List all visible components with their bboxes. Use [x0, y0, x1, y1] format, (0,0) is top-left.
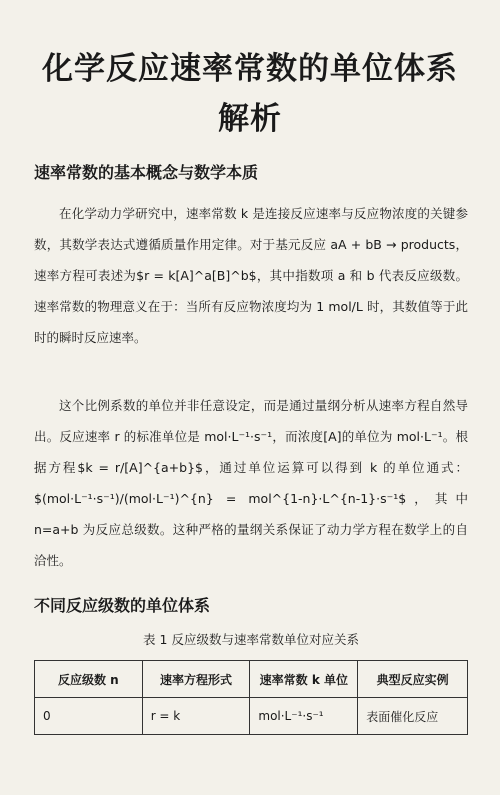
document-title: [20, 44, 480, 144]
title-line-2: 解析: [218, 101, 282, 137]
cell-example: 表面催化反应: [358, 698, 468, 735]
cell-k-unit: mol·L⁻¹·s⁻¹: [250, 698, 358, 735]
section-heading-basic-concepts: 速率常数的基本概念与数学本质: [34, 163, 259, 182]
section-heading-unit-systems: 不同反应级数的单位体系: [34, 596, 211, 615]
header-example: 典型反应实例: [358, 661, 468, 698]
order-unit-table: [34, 660, 468, 735]
table-header-row: [35, 661, 468, 698]
header-order: 反应级数 n: [35, 661, 143, 698]
cell-rate-equation: r = k: [142, 698, 250, 735]
table-caption: 表 1 反应级数与速率常数单位对应关系: [143, 632, 359, 647]
paragraph-definition: 在化学动力学研究中，速率常数 k 是连接反应速率与反应物浓度的关键参数，其数学表达式遵循质量作用定律。对于基元反应 aA + bB → products，速率方程可表述为$r = k[A]^a[B]^b$，其中指数项 a 和 b 代表反应级数。速率常数的物理意义在于：当所有反应物浓度均为 1 mol/L 时，其数值等于此时的瞬时反应速率。: [34, 206, 468, 345]
header-k-unit: 速率常数 k 单位: [250, 661, 358, 698]
header-rate-equation: 速率方程形式: [142, 661, 250, 698]
table-row: [35, 698, 468, 735]
cell-order: 0: [35, 698, 143, 735]
paragraph-unit-derivation: 这个比例系数的单位并非任意设定，而是通过量纲分析从速率方程自然导出。反应速率 r 的标准单位是 mol·L⁻¹·s⁻¹，而浓度[A]的单位为 mol·L⁻¹。根据方程$k = r/[A]^{a+b}$，通过单位运算可以得到 k 的单位通式：$(mol·L⁻¹·s⁻¹)/(mol·L⁻¹)^{n} = mol^{1-n}·L^{n-1}·s⁻¹$，其中 n=a+b 为反应总级数。这种严格的量纲关系保证了动力学方程在数学上的自洽性。: [34, 398, 468, 568]
title-line-1: 化学反应速率常数的单位体系: [42, 51, 458, 87]
